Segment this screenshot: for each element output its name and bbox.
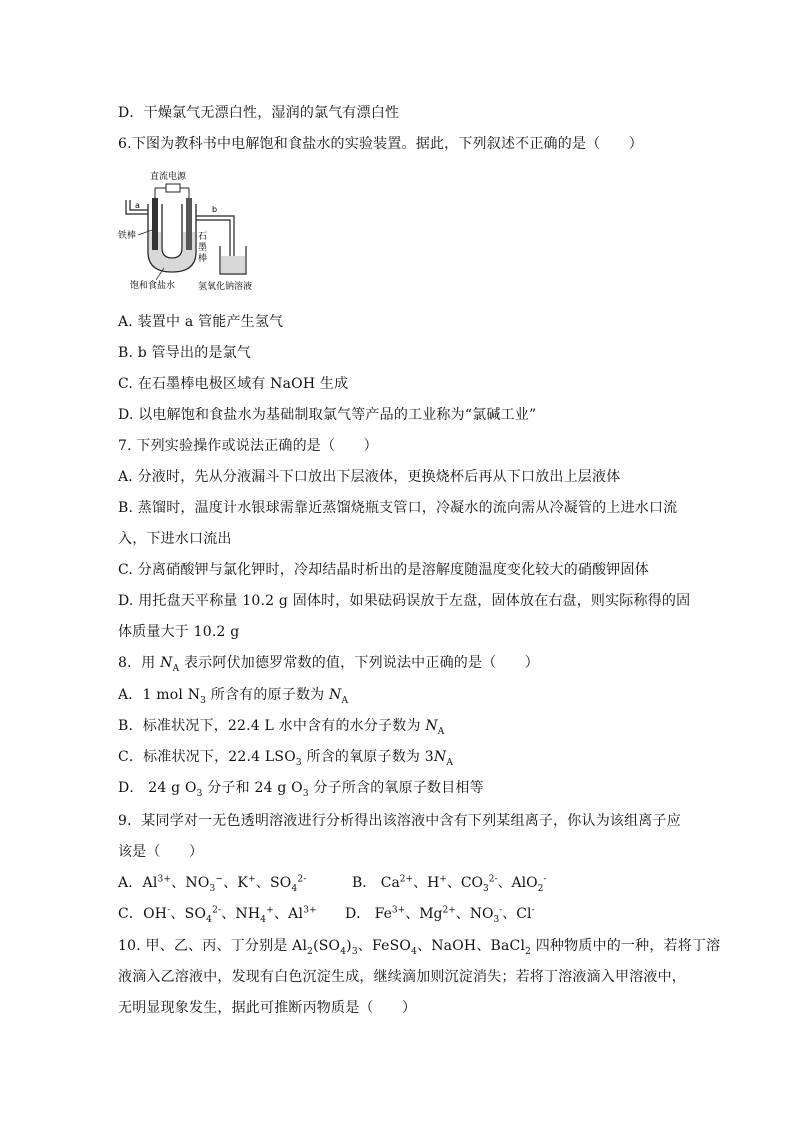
q9-option-a: A．$Al^{3+}$、$NO_3^-$、K+、$SO_4^{2-}$	[118, 874, 307, 894]
q5-option-d: D．干燥氯气无漂白性，湿润的氯气有漂白性	[118, 105, 400, 121]
q8-stem: 8．用 $N_A$ 表示阿伏加德罗常数的值，下列说法中正确的是（ ）	[118, 655, 539, 674]
q8-option-c: C．标准状况下，22.4 $LSO_3$ 所含的氧原子数为 $3N_A$	[118, 749, 454, 768]
graphite-rod-electrode	[186, 198, 192, 250]
graphite-label-3: 棒	[198, 254, 208, 264]
q8-option-b: B．标准状况下，22.4 L 水中含有的水分子数为 $N_A$	[118, 718, 445, 737]
graphite-label-2: 墨	[198, 243, 208, 253]
naoh-label: 氢氧化钠溶液	[198, 282, 253, 292]
electrolysis-apparatus-figure	[118, 168, 268, 292]
iron-rod-electrode	[152, 198, 158, 250]
q6-option-d: D. 以电解饱和食盐水为基础制取氯气等产品的工业称为“氯碱工业”	[118, 407, 537, 423]
q7-stem: 7. 下列实验操作或说法正确的是（ ）	[118, 438, 378, 454]
q7-option-a: A. 分液时，先从分液漏斗下口放出下层液体，更换烧杯后再从下口放出上层液体	[118, 469, 621, 485]
q7-option-c: C. 分离硝酸钾与氯化钾时，冷却结晶时析出的是溶解度随温度变化较大的硝酸钾固体	[118, 562, 649, 578]
q8-option-a: A．1 mol $N_3$ 所含有的原子数为 $N_A$	[118, 687, 349, 706]
tube-b-label: b	[212, 205, 218, 214]
q7-option-d-line2: 体质量大于 10.2 g	[118, 624, 240, 640]
q6-option-c: C. 在石墨棒电极区域有 NaOH 生成	[118, 376, 349, 392]
q6-option-a: A. 装置中 a 管能产生氢气	[118, 314, 284, 330]
q9-option-d: D． $Fe^{3+}$、$Mg^{2+}$、$NO_3^-$、Cl-	[345, 905, 535, 925]
q7-option-b-line1: B. 蒸馏时，温度计水银球需靠近蒸馏烧瓶支管口，冷凝水的流向需从冷凝管的上进水口流	[118, 500, 678, 516]
naoh-solution	[221, 256, 245, 273]
tube-a-label: a	[135, 201, 140, 210]
power-supply-label: 直流电源	[150, 172, 187, 182]
q9-option-b: B． $Ca^{2+}$、H+、$CO_3^{2-}$、AlO$_2$-	[352, 874, 547, 894]
q9-stem-line2: 该是（ ）	[118, 844, 204, 860]
electrolysis-diagram	[118, 168, 268, 292]
power-supply-icon	[166, 184, 180, 192]
q10-line3: 无明显现象发生，据此可推断丙物质是（ ）	[118, 1000, 417, 1016]
iron-rod-label: 铁棒	[118, 231, 137, 241]
graphite-label-1: 石	[198, 232, 208, 242]
q7-option-b-line2: 入，下进水口流出	[118, 531, 232, 547]
q10-line2: 液滴入乙溶液中，发现有白色沉淀生成，继续滴加则沉淀消失；若将丁溶液滴入甲溶液中，	[118, 969, 686, 985]
q6-option-b: B. b 管导出的是氯气	[118, 345, 252, 361]
q6-stem: 6.下图为教科书中电解饱和食盐水的实验装置。据此，下列叙述不正确的是（ ）	[118, 136, 643, 152]
q7-option-d-line1: D. 用托盘天平称量 10.2 g 固体时，如果砝码误放于左盘，固体放在右盘，则实际称得的固	[118, 593, 691, 609]
q8-option-d: D． 24 g $O_3$ 分子和 24 g $O_3$ 分子所含的氧原子数目相等	[118, 780, 484, 799]
q9-stem-line1: 9．某同学对一无色透明溶液进行分析得出该溶液中含有下列某组离子，你认为该组离子应	[118, 813, 681, 829]
brine-label: 饱和食盐水	[130, 281, 176, 291]
q9-option-c: C．OH-、$SO_4^{2-}$、$NH_4^+$、$Al^{3+}$	[118, 905, 317, 925]
q10-line1: 10. 甲、乙、丙、丁分别是 $Al_2(SO_4)_3$、FeSO$_4$、NaOH、BaCl$_2$ 四种物质中的一种，若将丁溶	[118, 938, 721, 957]
